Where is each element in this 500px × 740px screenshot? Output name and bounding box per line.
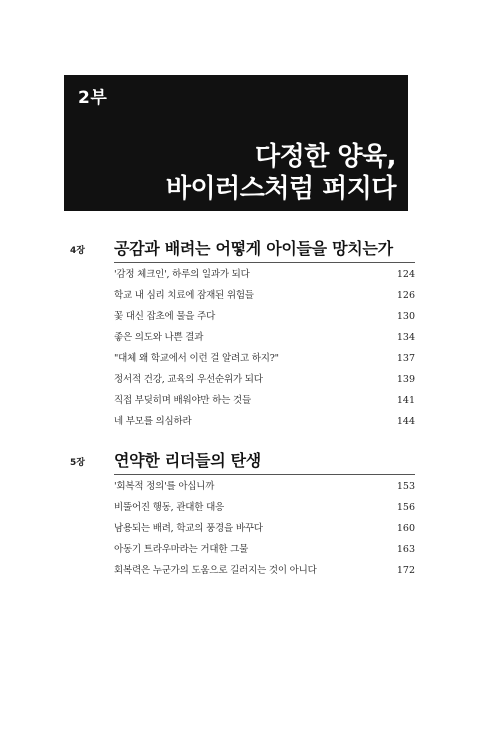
entry-title: 학교 내 심리 치료에 잠재된 위험들 (114, 290, 254, 301)
entry-title: '회복적 정의'를 아십니까 (114, 481, 215, 492)
entry-page: 139 (396, 374, 415, 385)
entry-page: 160 (396, 523, 415, 534)
entry-page: 163 (396, 544, 415, 555)
entry-page: 156 (396, 502, 415, 513)
chapter-divider (114, 262, 415, 263)
entry-page: 134 (396, 332, 415, 343)
chapter-title: 공감과 배려는 어떻게 아이들을 망치는가 (114, 239, 393, 258)
entry-title: 아동기 트라우마라는 거대한 그물 (114, 544, 249, 555)
entry-page: 141 (396, 395, 415, 406)
part-title-line-1: 다정한 양육, (254, 142, 396, 172)
part-title-line-2: 바이러스처럼 퍼지다 (165, 174, 396, 204)
toc-entry[interactable] (114, 476, 415, 497)
toc-entry[interactable] (114, 348, 415, 369)
chapter-number: 4장 (70, 246, 85, 256)
part-title (166, 141, 396, 205)
entry-title: "대체 왜 학교에서 이런 걸 알려고 하지?" (114, 353, 279, 364)
chapter-4 (70, 236, 415, 427)
entry-title: 꽃 대신 잡초에 물을 주다 (114, 311, 216, 322)
entry-title: 정서적 건강, 교육의 우선순위가 되다 (114, 374, 263, 385)
entry-page: 137 (396, 353, 415, 364)
entry-page: 153 (396, 481, 415, 492)
part-banner (64, 75, 408, 211)
chapter-divider (114, 474, 415, 475)
chapter-number: 5장 (70, 458, 85, 468)
toc-entry[interactable] (114, 539, 415, 560)
entry-title: 회복력은 누군가의 도움으로 길러지는 것이 아니다 (114, 565, 317, 576)
entry-title: 비뚤어진 행동, 관대한 대응 (114, 502, 225, 513)
entry-page: 124 (396, 269, 415, 280)
entry-title: 네 부모를 의심하라 (114, 416, 192, 427)
toc-entry[interactable] (114, 497, 415, 518)
entry-title: '감정 체크인', 하루의 일과가 되다 (114, 269, 250, 280)
toc-entry[interactable] (114, 327, 415, 348)
toc-entry[interactable] (114, 306, 415, 327)
entry-page: 144 (396, 416, 415, 427)
chapter-entries (114, 476, 415, 581)
chapter-entries (114, 264, 415, 432)
chapter-5 (70, 448, 415, 576)
entry-page: 126 (396, 290, 415, 301)
toc-entry[interactable] (114, 390, 415, 411)
part-label: 2부 (78, 88, 108, 108)
entry-title: 남용되는 배려, 학교의 풍경을 바꾸다 (114, 523, 263, 534)
toc-entry[interactable] (114, 560, 415, 581)
toc-entry[interactable] (114, 264, 415, 285)
toc-entry[interactable] (114, 285, 415, 306)
toc-entry[interactable] (114, 369, 415, 390)
entry-page: 130 (396, 311, 415, 322)
toc-entry[interactable] (114, 518, 415, 539)
entry-title: 좋은 의도와 나쁜 결과 (114, 332, 204, 343)
entry-page: 172 (396, 565, 415, 576)
entry-title: 직접 부딪히며 배워야만 하는 것들 (114, 395, 251, 406)
toc-entry[interactable] (114, 411, 415, 432)
chapter-title: 연약한 리더들의 탄생 (114, 451, 261, 470)
